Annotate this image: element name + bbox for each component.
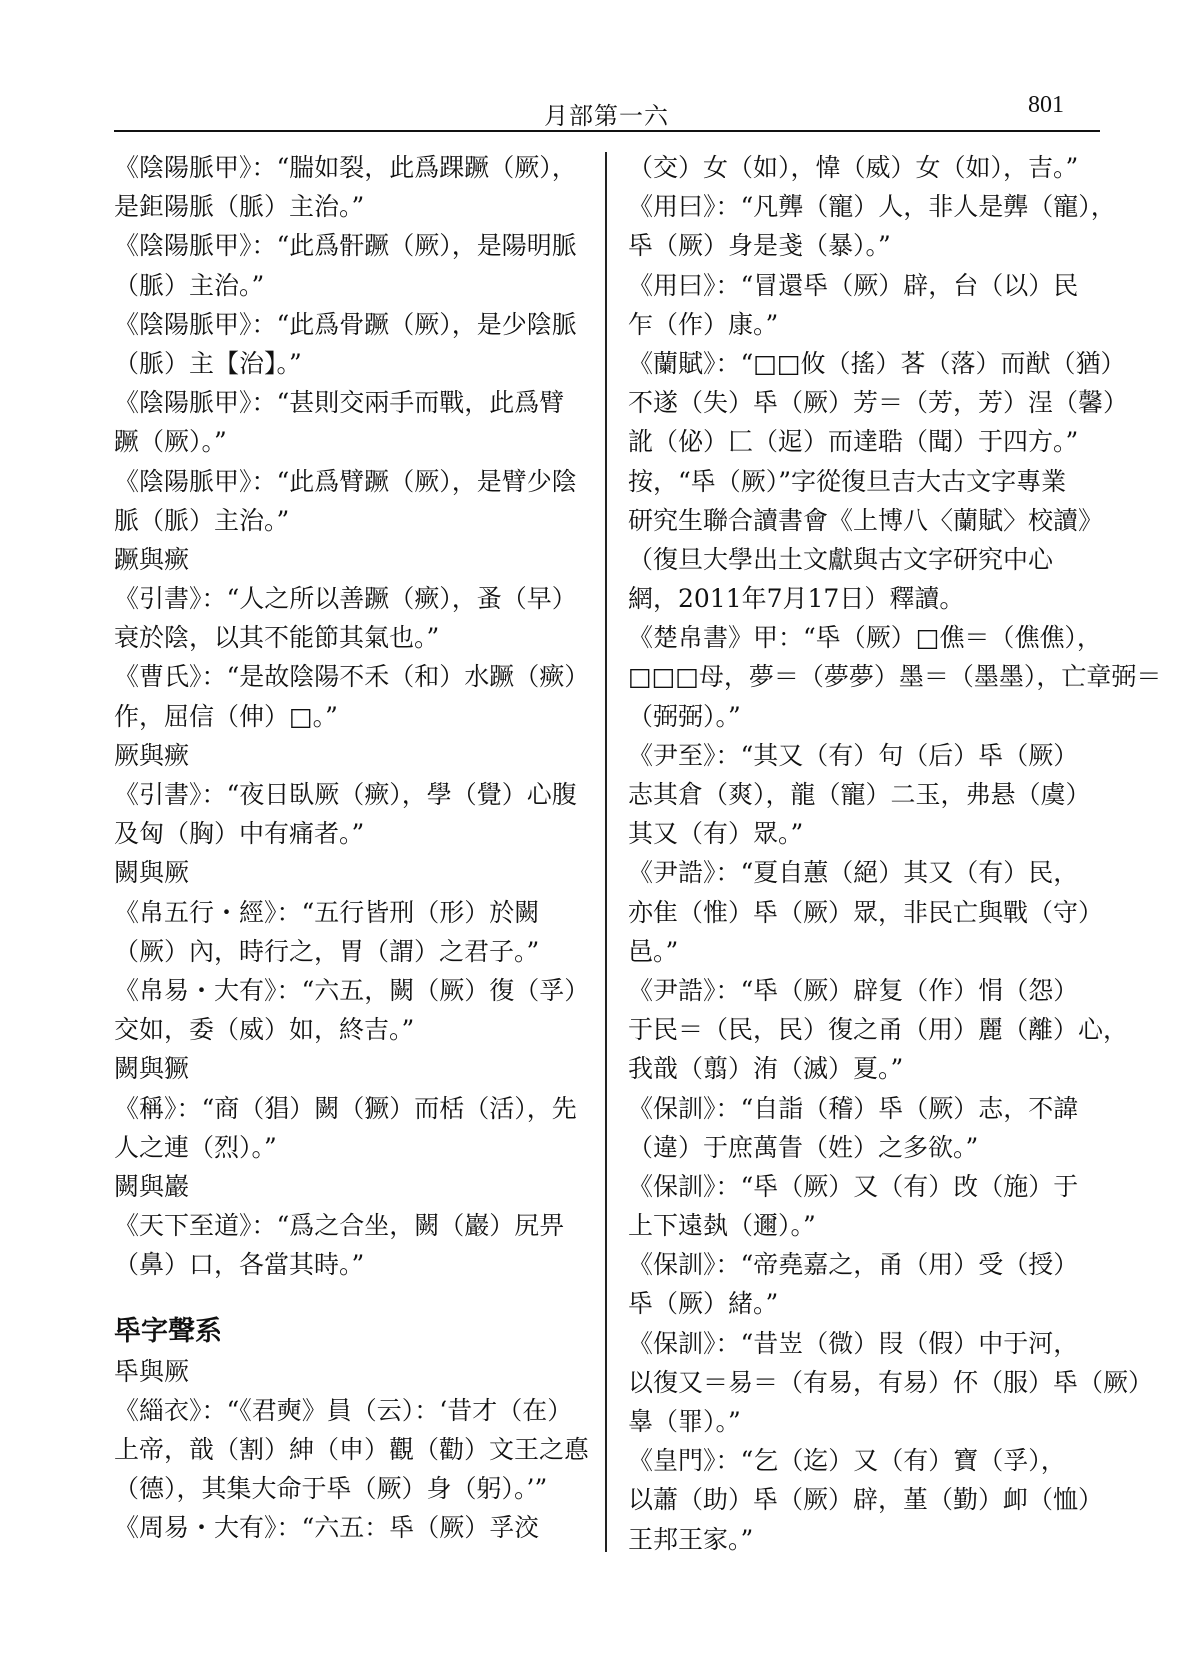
left-column xyxy=(114,148,592,1548)
text-line: 《周易・大有》：“六五：氒（厥）孚洨 xyxy=(114,1513,540,1543)
text-line: 《尹誥》：“夏自蕙（絕）其又（有）民， xyxy=(628,858,1079,888)
text-line: （德），其集大命于氒（厥）身（躬）。’” xyxy=(114,1474,548,1504)
text-line: 蹶（厥）。” xyxy=(114,427,227,457)
text-line: （脈）主【治】。” xyxy=(114,348,302,378)
text-line: 闕與巖 xyxy=(114,1171,190,1201)
text-line: 《引書》：“夜日臥厥（瘚），學（覺）心腹 xyxy=(114,780,577,809)
text-line: 《陰陽脈甲》：“甚則交兩手而戰，此爲臂 xyxy=(114,388,565,418)
text-line: 闕與獗 xyxy=(114,1054,190,1084)
text-line: 《稱》：“商（猖）闕（獗）而栝（活），先 xyxy=(114,1093,577,1123)
text-line: 乍（作）康。” xyxy=(628,309,779,339)
text-line: 《陰陽脈甲》：“腨如裂，此爲踝蹶（厥）， xyxy=(114,153,577,182)
text-line: 于民＝（民，民）復之甬（用）麗（離）心， xyxy=(628,1015,1129,1045)
text-line: 氒與厥 xyxy=(114,1356,190,1386)
text-line: （復旦大學出土文獻與古文字研究中心 xyxy=(628,544,1054,574)
text-line: （交）女（如），愇（威）女（如），吉。” xyxy=(628,153,1079,182)
text-line: 蹶與瘚 xyxy=(114,544,190,574)
text-line: 其又（有）眾。” xyxy=(628,819,804,849)
text-line: 研究生聯合讀書會《上博八〈蘭賦〉校讀》 xyxy=(628,505,1104,535)
text-line: 人之連（烈）。” xyxy=(114,1132,277,1162)
column-divider xyxy=(605,152,607,1552)
text-line: 《尹至》：“其又（有）句（后）氒（厥） xyxy=(628,740,1079,770)
blank-line xyxy=(114,1284,592,1312)
text-line: 脈（脈）主治。” xyxy=(114,505,290,535)
text-line: （厥）內，時行之，胃（謂）之君子。” xyxy=(114,936,540,966)
text-line: 氒（厥）身是戔（暴）。” xyxy=(628,231,891,261)
text-line: 《引書》：“人之所以善蹶（瘚），蚤（早） xyxy=(114,584,577,614)
text-line: 《蘭賦》：“□□攸（搖）茖（落）而猷（猶） xyxy=(628,348,1126,378)
text-line: 以復又＝易＝（有易，有易）伓（服）氒（厥） xyxy=(628,1367,1154,1397)
text-line: 是鉅陽脈（脈）主治。” xyxy=(114,192,365,222)
header-title: 月部第一六 xyxy=(544,102,669,130)
text-line: 《保訓》：“自詣（稽）氒（厥）志，不諱 xyxy=(628,1093,1079,1123)
text-line: 邑。” xyxy=(628,936,679,966)
text-line: 上下遠埶（邇）。” xyxy=(628,1211,816,1241)
text-line: 《保訓》：“氒（厥）又（有）攺（施）于 xyxy=(628,1171,1079,1201)
text-line: 《陰陽脈甲》：“此爲骨蹶（厥），是少陰脈 xyxy=(114,309,577,339)
text-line: 《緇衣》：“《君奭》員（云）：‘昔才（在） xyxy=(114,1395,573,1425)
text-line: □□□母，夢＝（夢夢）墨＝（墨墨），亡章弼＝ xyxy=(628,662,1162,692)
header-rule xyxy=(114,130,1100,132)
text-line: 網，2011年7月17日）釋讀。 xyxy=(628,584,965,614)
text-line: （弼弼）。” xyxy=(628,701,741,731)
text-line: 《天下至道》：“爲之合坐，闕（巖）尻畀 xyxy=(114,1211,565,1241)
text-line: 辠（罪）。” xyxy=(628,1407,741,1436)
text-line: （脈）主治。” xyxy=(114,270,265,300)
text-line: 不遂（失）氒（厥）芳＝（芳，芳）浧（馨） xyxy=(628,388,1129,418)
text-line: 《曹氏》：“是故陰陽不禾（和）水蹶（瘚） xyxy=(114,662,590,692)
text-line: 氒（厥）緒。” xyxy=(628,1289,779,1319)
text-line: 按，“氒（厥）”字從復旦吉大古文字專業 xyxy=(628,466,1067,496)
right-column xyxy=(628,148,1162,1559)
text-line: 作，屈信（伸）□。” xyxy=(114,701,338,731)
text-line: 志其倉（爽），龍（寵）二玉，弗悬（虞） xyxy=(628,780,1091,809)
text-line: 《皇門》：“乞（迄）又（有）寶（孚）， xyxy=(628,1446,1066,1476)
section-title: 氒字聲系 xyxy=(114,1316,222,1348)
text-line: （違）于庶萬眚（姓）之多欲。” xyxy=(628,1132,979,1162)
text-line: 《陰陽脈甲》：“此爲臂蹶（厥），是臂少陰 xyxy=(114,466,577,496)
text-line: 《用曰》：“冒還氒（厥）辟，台（以）民 xyxy=(628,270,1079,300)
text-line: 王邦王家。” xyxy=(628,1524,754,1554)
text-line: 《帛易・大有》：“六五，闕（厥）復（孚） xyxy=(114,975,590,1005)
text-line: 以蕭（助）氒（厥）辟，堇（勤）卹（恤） xyxy=(628,1485,1104,1515)
text-line: 亦隹（惟）氒（厥）眾，非民亡與戰（守） xyxy=(628,897,1104,927)
text-line: 我戠（翦）洧（滅）夏。” xyxy=(628,1054,904,1084)
text-line: 衰於陰，以其不能節其氣也。” xyxy=(114,623,440,653)
text-line: 訛（佖）匚（迡）而達聕（聞）于四方。” xyxy=(628,427,1079,457)
text-line: 《帛五行・經》：“五行皆刑（形）於闕 xyxy=(114,897,540,927)
text-line: 《陰陽脈甲》：“此爲骭蹶（厥），是陽明脈 xyxy=(114,231,577,261)
text-line: （鼻）口，各當其時。” xyxy=(114,1250,365,1280)
page-header xyxy=(114,88,1100,128)
text-line: 交如，委（威）如，終吉。” xyxy=(114,1015,415,1045)
text-line: 闕與厥 xyxy=(114,858,190,888)
text-line: 《用曰》：“凡龏（寵）人，非人是龏（寵）， xyxy=(628,192,1116,222)
text-line: 《楚帛書》甲：“氒（厥）□僬＝（僬僬）， xyxy=(628,623,1102,653)
text-line: 上帝，戠（割）紳（申）觀（勸）文王之悳 xyxy=(114,1435,590,1464)
text-line: 厥與瘚 xyxy=(114,740,190,770)
text-line: 及匈（胸）中有痛者。” xyxy=(114,819,365,849)
page-number: 801 xyxy=(1028,92,1064,118)
text-line: 《保訓》：“帝堯嘉之，甬（用）受（授） xyxy=(628,1250,1079,1280)
text-line: 《保訓》：“昔岦（微）叚（假）中于河， xyxy=(628,1328,1079,1358)
text-line: 《尹誥》：“氒（厥）辟复（作）悁（怨） xyxy=(628,975,1079,1005)
